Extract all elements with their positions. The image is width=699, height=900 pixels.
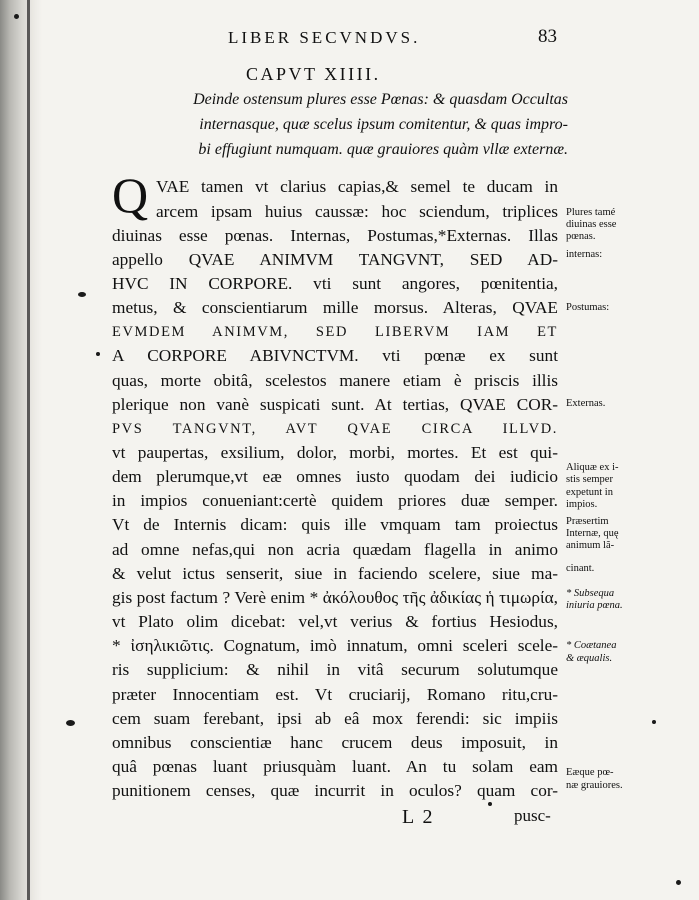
text-line: * ἰσηλικιῶτις. Cognatum, imò innatum, omni sceleri scele-: [112, 636, 558, 655]
text-line: PVS TANGVNT, AVT QVAE CIRCA ILLVD.: [112, 421, 558, 437]
margin-note: * Subsequa: [566, 588, 615, 599]
running-title: LIBER SECVNDVS.: [228, 28, 421, 47]
signature-mark: L 2: [402, 806, 435, 828]
margin-note: Internæ, quę: [566, 528, 619, 539]
chapter-title: CAPVT XIIII.: [246, 64, 381, 84]
book-binding-shadow: [0, 0, 42, 900]
text-line: VAE tamen vt clarius capias,& semel te ducam in: [156, 177, 558, 196]
text-line: omnibus conscientiæ hanc crucem deus imposuit, in: [112, 733, 558, 752]
margin-note: * Coætanea: [566, 640, 617, 651]
ink-speck: [676, 880, 681, 885]
margin-note: animum lã-: [566, 540, 615, 551]
text-line: HVC IN CORPORE. vti sunt angores, pœnitentia,: [112, 274, 558, 293]
text-line: ad omne nefas,qui non acria quædam flagella in animo: [112, 540, 558, 559]
margin-note: internas:: [566, 249, 603, 260]
text-line: vt paupertas, exsilium, dolor, morbi, mortes. Et est qui-: [112, 443, 558, 462]
text-line: diuinas esse pœnas. Internas, Postumas,*Externas. Illas: [112, 226, 558, 245]
chapter-summary-line: Deinde ostensum plures esse Pœnas: & quasdam Occultas: [193, 91, 568, 108]
margin-note: Eæque pœ-: [566, 767, 614, 778]
margin-note: stis semper: [566, 474, 613, 485]
margin-note: næ grauiores.: [566, 780, 623, 791]
text-line: cem suam ferebant, ipsi ab eâ mox ferendi: sic impiis: [112, 709, 558, 728]
margin-note: pœnas.: [566, 231, 596, 242]
text-line: arcem ipsam huius caussæ: hoc sciendum, triplices: [156, 202, 558, 221]
text-line: punitionem censes, quæ incurrit in oculos? quam cor-: [112, 781, 558, 800]
ink-speck: [96, 352, 100, 356]
chapter-summary-line: internasque, quæ scelus ipsum comitentur, & quas impro-: [199, 116, 568, 133]
gutter-line: [27, 0, 30, 900]
margin-note: Plures tamé: [566, 207, 616, 218]
text-line: præter Innocentiam est. Vt cruciarij, Romano ritu,cru-: [112, 685, 558, 704]
margin-note: iniuria pœna.: [566, 600, 623, 611]
text-line: quas, morte obitâ, scelestos manere etiam è priscis illis: [112, 371, 558, 390]
margin-note: & æqualis.: [566, 653, 613, 664]
text-line: appello QVAE ANIMVM TANGVNT, SED AD-: [112, 250, 558, 269]
margin-note: Externas.: [566, 398, 606, 409]
margin-note: Aliquæ ex i-: [566, 462, 619, 473]
text-line: A CORPORE ABIVNCTVM. vti pœnæ ex sunt: [112, 346, 558, 365]
text-line: vt Plato olim dicebat: vel,vt verius & fortius Hesiodus,: [112, 612, 558, 631]
chapter-summary-line: bi effugiunt numquam. quæ grauiores quàm vllæ externæ.: [198, 141, 568, 158]
text-line: EVMDEM ANIMVM, SED LIBERVM IAM ET: [112, 324, 558, 340]
catchword: pusc-: [514, 806, 551, 825]
ink-speck: [66, 720, 75, 726]
margin-note: cinant.: [566, 563, 595, 574]
margin-note: Præsertim: [566, 516, 609, 527]
text-line: dem plerumque,vt eæ omnes iusto quodam dei iudicio: [112, 467, 558, 486]
margin-note: expetunt in: [566, 487, 613, 498]
text-line: gis post factum ? Verè enim * ἀκόλουθος τῆς ἀδικίας ἡ τιμωρία,: [112, 588, 558, 607]
text-line: ris supplicium: & nihil in vitâ securum solutumque: [112, 660, 558, 679]
text-line: quâ pœnas luant priusquàm luant. An tu solam eam: [112, 757, 558, 776]
ink-speck: [78, 292, 86, 297]
drop-cap: Q: [112, 167, 149, 223]
margin-note: Postumas:: [566, 302, 610, 313]
text-line: & velut ictus senserit, siue in faciendo scelere, siue ma-: [112, 564, 558, 583]
text-line: in impios conueniant:certè quidem priores duæ semper.: [112, 491, 558, 510]
text-line: metus, & conscientiarum mille morsus. Alteras, QVAE: [112, 298, 558, 317]
margin-note: diuinas esse: [566, 219, 617, 230]
margin-note: impios.: [566, 499, 598, 510]
page-number: 83: [538, 26, 557, 47]
text-line: plerique non vanè suspicati sunt. At tertias, QVAE COR-: [112, 395, 558, 414]
ink-speck: [488, 802, 492, 806]
ink-speck: [14, 14, 19, 19]
text-line: Vt de Internis dicam: quis ille vmquam tam proiectus: [112, 515, 558, 534]
ink-speck: [652, 720, 656, 724]
